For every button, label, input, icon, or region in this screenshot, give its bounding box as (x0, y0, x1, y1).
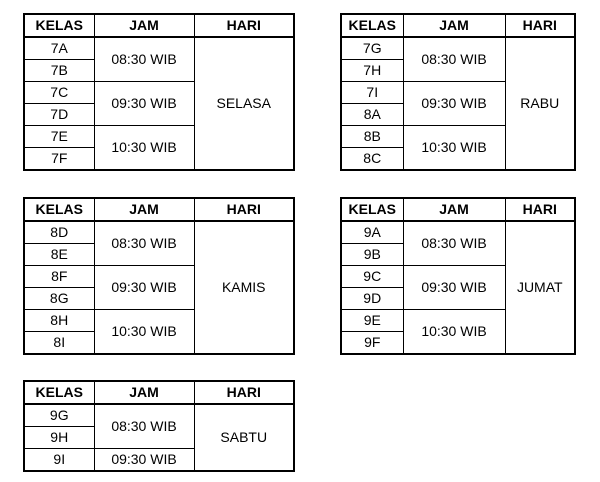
kelas-cell: 9I (24, 449, 94, 472)
schedule-table-rabu (340, 13, 576, 171)
kelas-cell: 8C (341, 148, 403, 171)
kelas-cell: 9H (24, 427, 94, 449)
kelas-cell: 8A (341, 104, 403, 126)
kelas-cell: 7D (24, 104, 94, 126)
header-row (24, 14, 294, 37)
header-hari: HARI (194, 381, 294, 404)
schedule-table-selasa (23, 13, 295, 171)
header-hari: HARI (194, 198, 294, 221)
header-jam: JAM (94, 381, 194, 404)
kelas-cell: 9E (341, 310, 403, 332)
table-row (341, 37, 575, 60)
jam-cell: 09:30 WIB (94, 266, 194, 310)
schedule-table-kamis (23, 197, 295, 355)
header-hari: HARI (505, 14, 575, 37)
kelas-cell: 7B (24, 60, 94, 82)
schedule-table-sabtu (23, 380, 295, 472)
kelas-cell: 9C (341, 266, 403, 288)
jam-cell: 10:30 WIB (94, 126, 194, 171)
header-kelas: KELAS (341, 198, 403, 221)
header-jam: JAM (94, 14, 194, 37)
kelas-cell: 7H (341, 60, 403, 82)
hari-cell: JUMAT (505, 221, 575, 354)
header-row (24, 198, 294, 221)
hari-cell: KAMIS (194, 221, 294, 354)
header-jam: JAM (403, 14, 505, 37)
kelas-cell: 7A (24, 37, 94, 60)
table-row (24, 37, 294, 60)
hari-cell: RABU (505, 37, 575, 170)
header-kelas: KELAS (24, 14, 94, 37)
table-row (24, 221, 294, 244)
jam-cell: 09:30 WIB (94, 82, 194, 126)
header-hari: HARI (194, 14, 294, 37)
hari-cell: SABTU (194, 404, 294, 471)
jam-cell: 08:30 WIB (94, 404, 194, 449)
jam-cell: 08:30 WIB (94, 221, 194, 266)
jam-cell: 10:30 WIB (94, 310, 194, 355)
header-kelas: KELAS (24, 198, 94, 221)
jam-cell: 08:30 WIB (94, 37, 194, 82)
kelas-cell: 8G (24, 288, 94, 310)
kelas-cell: 8D (24, 221, 94, 244)
jam-cell: 09:30 WIB (403, 82, 505, 126)
kelas-cell: 8H (24, 310, 94, 332)
kelas-cell: 8F (24, 266, 94, 288)
kelas-cell: 8E (24, 244, 94, 266)
jam-cell: 09:30 WIB (94, 449, 194, 472)
header-row (341, 198, 575, 221)
kelas-cell: 9F (341, 332, 403, 355)
kelas-cell: 9B (341, 244, 403, 266)
jam-cell: 08:30 WIB (403, 37, 505, 82)
kelas-cell: 7F (24, 148, 94, 171)
hari-cell: SELASA (194, 37, 294, 170)
jam-cell: 08:30 WIB (403, 221, 505, 266)
jam-cell: 09:30 WIB (403, 266, 505, 310)
kelas-cell: 9A (341, 221, 403, 244)
table-row (24, 404, 294, 427)
kelas-cell: 7G (341, 37, 403, 60)
kelas-cell: 7I (341, 82, 403, 104)
header-jam: JAM (94, 198, 194, 221)
kelas-cell: 8B (341, 126, 403, 148)
header-row (24, 381, 294, 404)
header-kelas: KELAS (341, 14, 403, 37)
table-row (341, 221, 575, 244)
kelas-cell: 7E (24, 126, 94, 148)
kelas-cell: 8I (24, 332, 94, 355)
kelas-cell: 9G (24, 404, 94, 427)
header-hari: HARI (505, 198, 575, 221)
jam-cell: 10:30 WIB (403, 126, 505, 171)
header-kelas: KELAS (24, 381, 94, 404)
header-jam: JAM (403, 198, 505, 221)
kelas-cell: 7C (24, 82, 94, 104)
header-row (341, 14, 575, 37)
schedule-table-jumat (340, 197, 576, 355)
kelas-cell: 9D (341, 288, 403, 310)
jam-cell: 10:30 WIB (403, 310, 505, 355)
